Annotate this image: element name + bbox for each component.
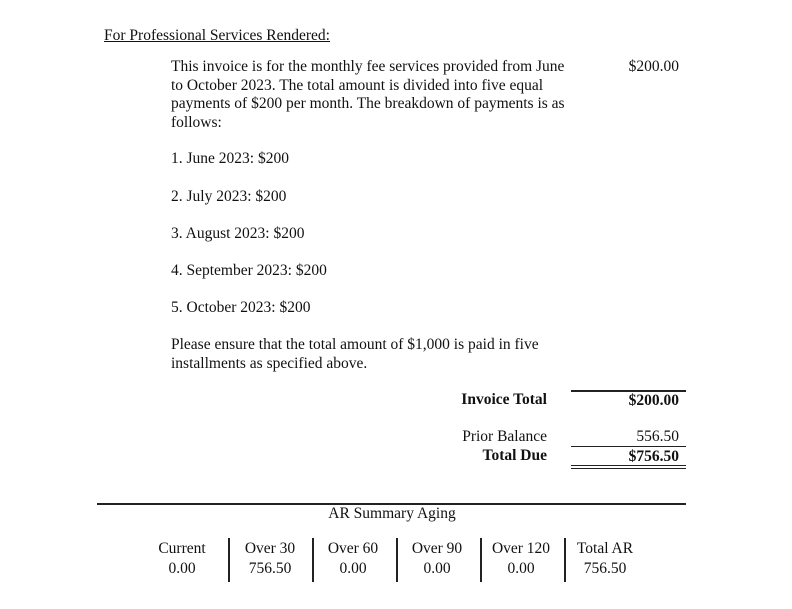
aging-separator (228, 538, 230, 582)
total-due-value: $756.50 (628, 448, 679, 465)
aging-column (486, 539, 556, 579)
aging-column (572, 539, 638, 579)
aging-column-value: 0.00 (423, 560, 451, 577)
aging-column-value: 0.00 (339, 560, 367, 577)
aging-column-label: Over 90 (411, 540, 463, 557)
aging-column-value: 756.50 (583, 560, 627, 577)
invoice-total-value: $200.00 (628, 392, 679, 409)
aging-column (405, 539, 469, 579)
aging-column-value: 756.50 (248, 560, 292, 577)
total-due-label: Total Due (482, 447, 547, 464)
aging-separator (312, 538, 314, 582)
prior-balance-value: 556.50 (636, 428, 679, 445)
aging-column (238, 539, 302, 579)
aging-column-value: 0.00 (168, 560, 196, 577)
aging-column-label: Over 30 (244, 540, 296, 557)
payment-item: 4. September 2023: $200 (171, 262, 327, 279)
aging-column-label: Current (158, 540, 206, 557)
payment-item: 3. August 2023: $200 (171, 225, 305, 242)
aging-column (321, 539, 385, 579)
services-amount: $200.00 (628, 58, 679, 75)
payment-item: 1. June 2023: $200 (171, 150, 289, 167)
aging-column-value: 0.00 (507, 560, 535, 577)
total-due-double-rule-bottom (571, 468, 686, 469)
aging-column-label: Over 60 (327, 540, 379, 557)
total-due-double-rule-top (571, 465, 686, 466)
invoice-total-label: Invoice Total (461, 391, 547, 408)
aging-column-label: Total AR (576, 540, 634, 557)
aging-separator (396, 538, 398, 582)
aging-separator (564, 538, 566, 582)
aging-title: AR Summary Aging (328, 505, 456, 522)
aging-column-label: Over 120 (491, 540, 551, 557)
services-heading: For Professional Services Rendered: (104, 27, 330, 44)
payment-item: 2. July 2023: $200 (171, 188, 287, 205)
prior-balance-label: Prior Balance (462, 428, 547, 445)
aging-column (150, 539, 214, 579)
services-description: This invoice is for the monthly fee services provided from June to October 2023. The total amount is divided into five equal payments of $200 per month. The breakdown of payments is as follows: (171, 58, 565, 131)
payment-item: 5. October 2023: $200 (171, 299, 311, 316)
payment-note: Please ensure that the total amount of $1,000 is paid in five installments as specified above. (171, 336, 539, 372)
aging-separator (480, 538, 482, 582)
